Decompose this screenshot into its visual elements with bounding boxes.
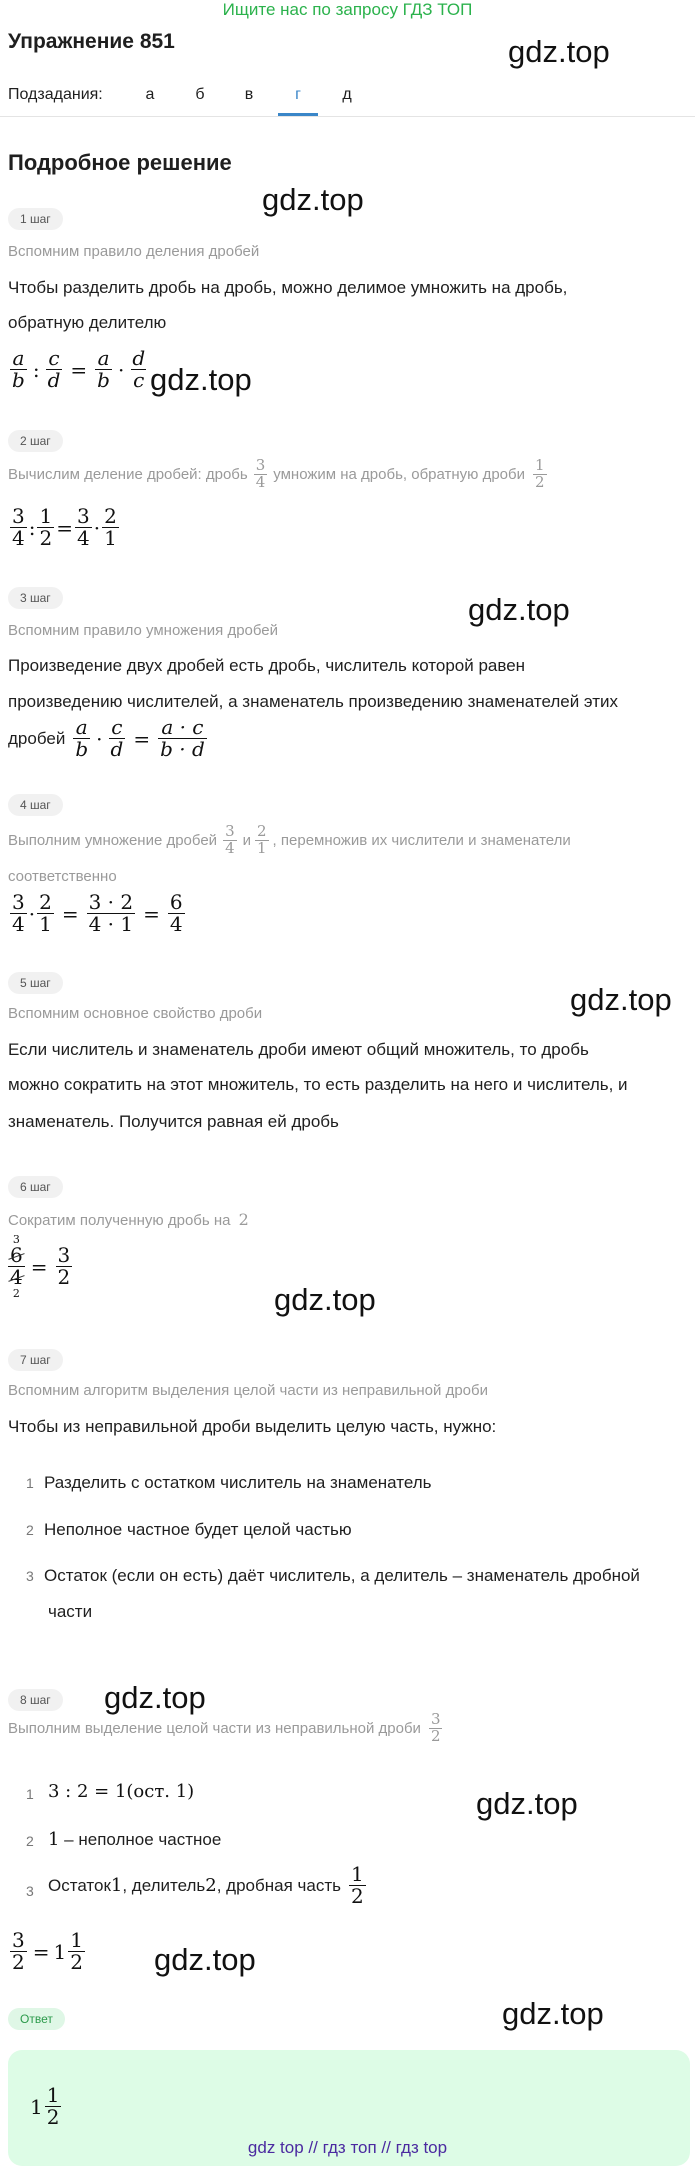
division-calculation: $\frac{3}{4}$ : $\frac{1}{2}$ = $\frac{3}{4}$ · $\frac{2}{1}$	[12, 504, 117, 550]
step-badge: 5 шаг	[8, 972, 63, 994]
watermark: gdz.top	[150, 362, 252, 397]
step-description: Вспомним основное свойство дроби	[8, 1005, 263, 1022]
division-rule-formula: $\frac{a}{b}$ : $\frac{c}{d}$ = $\frac{a}{b}$ · $\frac{d}{c}$	[12, 346, 146, 392]
step-badge: 6 шаг	[8, 1176, 63, 1198]
step-description: Сократим полученную дробь на 2	[8, 1210, 249, 1229]
step-badge: 2 шаг	[8, 430, 63, 452]
watermark: gdz.top	[476, 1786, 578, 1821]
step-text: Если числитель и знаменатель дроби имеют общий множитель, то дробь	[8, 1040, 589, 1059]
watermark: gdz.top	[570, 982, 672, 1017]
footer-links[interactable]: gdz top // гдз топ // гдз top	[247, 2138, 448, 2157]
step-description: Выполним выделение целой части из неправильной дроби $\frac{3}{2}$	[8, 1710, 441, 1745]
multiplication-calculation: $\frac{3}{4}$ · $\frac{2}{1}$ = $\frac{3 \cdot 2}{4 \cdot 1}$ = $\frac{6}{4}$	[12, 890, 183, 936]
watermark: gdz.top	[502, 1996, 604, 2031]
tab-d[interactable]: д	[342, 86, 352, 103]
tab-g[interactable]: г	[295, 86, 301, 103]
step-text: Чтобы из неправильной дроби выделить целую часть, нужно:	[8, 1417, 497, 1436]
watermark: gdz.top	[508, 34, 610, 69]
step-text: обратную делителю	[8, 313, 167, 332]
step-badge: 4 шаг	[8, 794, 63, 816]
list-number: 1	[26, 1475, 34, 1491]
step-description: соответственно	[8, 868, 117, 885]
watermark: gdz.top	[262, 182, 364, 217]
tab-v[interactable]: в	[244, 86, 254, 103]
page-title: Упражнение 851	[8, 30, 175, 53]
step-text: знаменатель. Получится равная ей дробь	[8, 1112, 339, 1131]
step-description: Вспомним алгоритм выделения целой части из неправильной дроби	[8, 1382, 488, 1399]
multiplication-rule-formula: $\frac{a}{b}$ · $\frac{c}{d}$ = $\frac{a \cdot c}{b \cdot d}$	[75, 715, 205, 761]
step-text: можно сократить на этот множитель, то есть разделить на него и числитель, и	[8, 1075, 628, 1094]
step-badge: 7 шаг	[8, 1349, 63, 1371]
step-text: произведению числителей, а знаменатель произведению знаменателей этих	[8, 692, 619, 711]
list-item: Неполное частное будет целой частью	[44, 1520, 352, 1539]
watermark: gdz.top	[104, 1680, 206, 1715]
list-number: 3	[26, 1568, 34, 1584]
subtasks-label: Подзадания:	[8, 86, 103, 103]
list-number: 2	[26, 1833, 34, 1849]
tabs-divider	[0, 116, 695, 117]
list-number: 3	[26, 1883, 34, 1899]
list-item: Остаток 1 , делитель 2 , дробная часть $\frac{1}{2}$	[48, 1862, 364, 1908]
list-item: Остаток (если он есть) даёт числитель, а делитель – знаменатель дробной	[44, 1566, 640, 1585]
step-description: Вычислим деление дробей: дробь $\frac{3}{4}$ умножим на дробь, обратную дроби $\frac{1}{2}$	[8, 456, 545, 491]
step-badge: 1 шаг	[8, 208, 63, 230]
division-with-remainder: 3 : 2 = 1(ост. 1)	[48, 1781, 195, 1802]
list-item: Разделить с остатком числитель на знаменатель	[44, 1473, 432, 1492]
watermark: gdz.top	[468, 592, 570, 627]
step-badge: 3 шаг	[8, 587, 63, 609]
answer-value: 1 $\frac{1}{2}$	[30, 2083, 60, 2129]
step-text: Произведение двух дробей есть дробь, числитель которой равен	[8, 656, 526, 675]
watermark: gdz.top	[274, 1282, 376, 1317]
tab-a[interactable]: а	[145, 86, 155, 103]
section-title: Подробное решение	[8, 150, 232, 175]
tab-b[interactable]: б	[195, 86, 205, 103]
reduction-calculation: 3 $\frac{6}{4}$ 2 = $\frac{3}{2}$	[10, 1233, 71, 1300]
list-number: 1	[26, 1786, 34, 1802]
multiplication-rule: дробей $\frac{a}{b}$ · $\frac{c}{d}$ = $\frac{a \cdot c}{b \cdot d}$	[8, 717, 209, 760]
watermark: gdz.top	[154, 1942, 256, 1977]
step-description: Вспомним правило умножения дробей	[8, 622, 279, 639]
step-description: Выполним умножение дробей $\frac{3}{4}$ и $\frac{2}{1}$ , перемножив их числители и знаменатели	[8, 822, 571, 857]
list-item: 1 – неполное частное	[48, 1829, 222, 1850]
mixed-number-result: $\frac{3}{2}$ = 1 $\frac{1}{2}$	[12, 1928, 83, 1974]
active-tab-indicator	[278, 113, 318, 116]
step-badge: 8 шаг	[8, 1689, 63, 1711]
list-number: 2	[26, 1522, 34, 1538]
step-text: Чтобы разделить дробь на дробь, можно делимое умножить на дробь,	[8, 278, 568, 297]
answer-badge: Ответ	[8, 2008, 65, 2030]
promo-banner[interactable]: Ищите нас по запросу ГДЗ ТОП	[222, 0, 473, 19]
step-description: Вспомним правило деления дробей	[8, 243, 260, 260]
list-item: части	[48, 1602, 93, 1621]
